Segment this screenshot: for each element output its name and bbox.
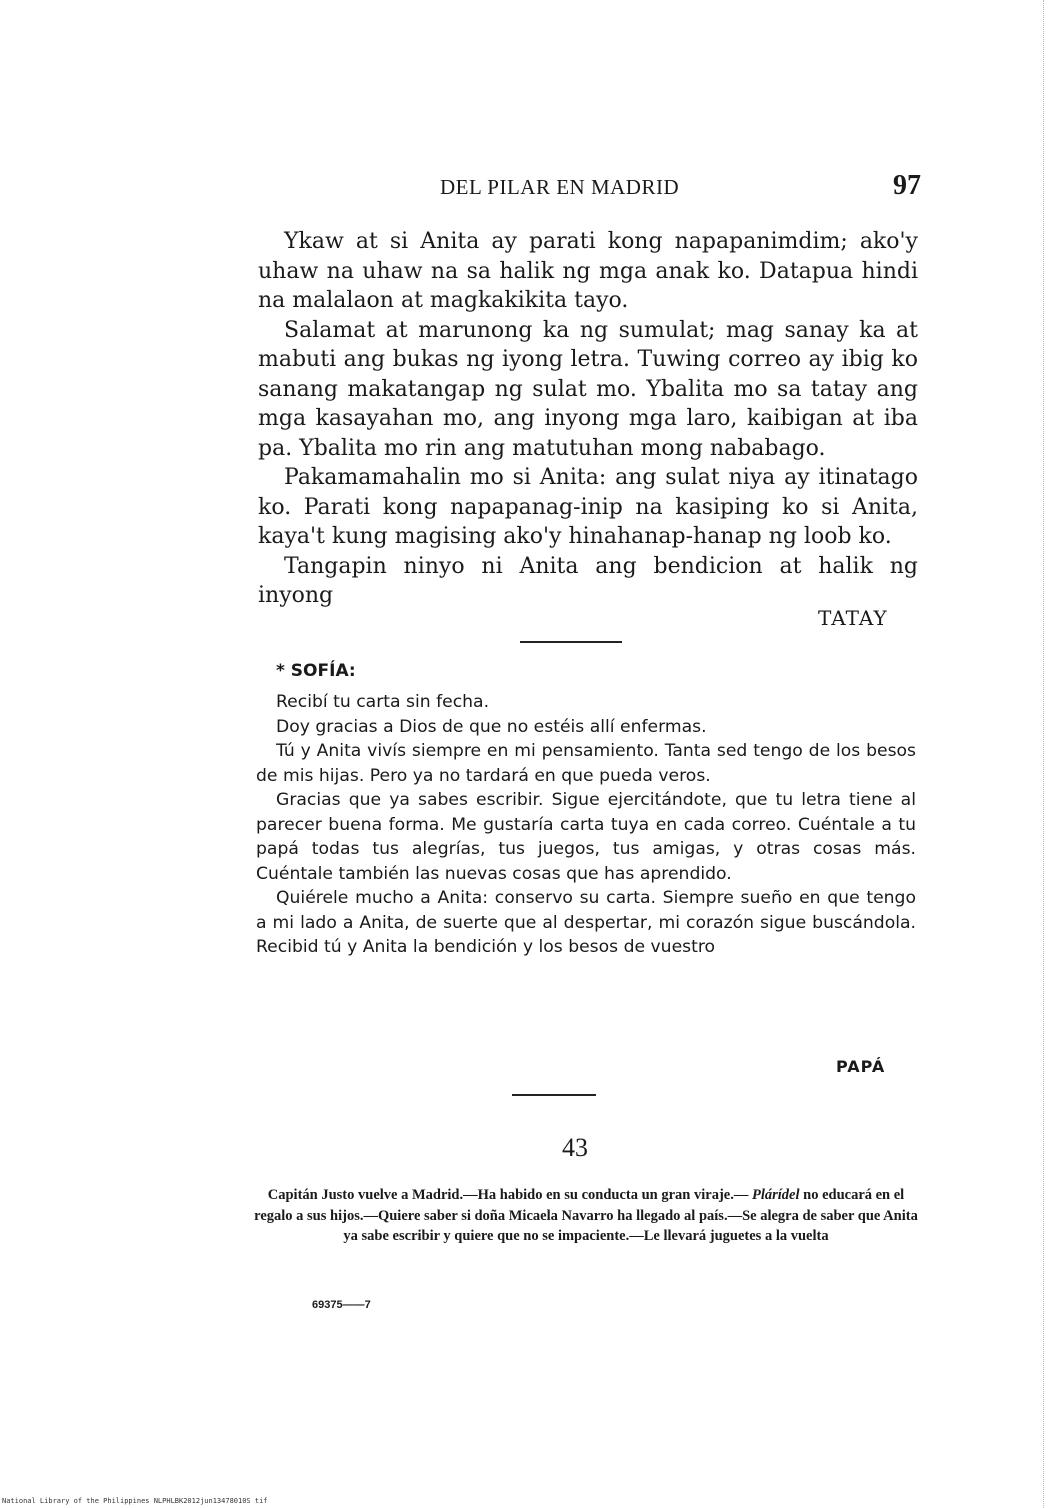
section-divider (520, 641, 622, 643)
tagalog-paragraph: Ykaw at si Anita ay parati kong napapanimdim; ako'y uhaw na uhaw na sa halik ng mga anak ko. Datapua hindi na malalaon at magkakikita tayo. (258, 229, 918, 313)
spanish-letter (256, 690, 916, 960)
tagalog-paragraph: Pakamamahalin mo si Anita: ang sulat niya ay itinatago ko. Parati kong napapanag-inip na kasiping ko si Anita, kaya't kung magising ako'y hinahanap-hanap ng loob ko. (258, 465, 918, 549)
running-title: DEL PILAR EN MADRID (440, 175, 680, 199)
summary-text: Capitán Justo vuelve a Madrid.—Ha habido en su conducta un gran viraje.— (267, 1187, 749, 1203)
tagalog-letter (258, 227, 918, 611)
tagalog-signature: TATAY (818, 606, 888, 630)
salutation: * SOFÍA: (276, 661, 356, 681)
spanish-paragraph: Doy gracias a Dios de que no estéis allí enfermas. (276, 716, 707, 737)
tagalog-paragraph: Tangapin ninyo ni Anita ang bendicion at halik ng inyong (258, 553, 918, 608)
summary-text: no educará en el regalo a sus hijos.—Quiere saber si doña Micaela Navarro ha llegado al país.—Se alegra de saber que Anita ya sabe escribir y quiere que no se impaciente.—Le llevará juguetes a la vuelta (254, 1187, 918, 1244)
footer-credit: National Library of the Philippines NLPHLBK2012jun13478010S tif (2, 1497, 268, 1505)
summary-italic-name: Plárídel (751, 1187, 800, 1203)
tagalog-paragraph: Salamat at marunong ka ng sumulat; mag sanay ka at mabuti ang bukas ng iyong letra. Tuwing correo ay ibig ko sanang makatangap ng sulat mo. Ybalita mo sa tatay ang mga kasayahan mo, ang inyong mga laro, kaibigan at iba pa. Ybalita mo rin ang matutuhan mong nababago. (258, 317, 918, 461)
spanish-paragraph: Gracias que ya sabes escribir. Sigue ejercitándote, que tu letra tiene al parecer buena forma. Me gustaría carta tuya en cada correo. Cuéntale a tu papá todas tus alegrías, tus juegos, tus amigas, y otras cosas más. Cuéntale también las nuevas cosas que has aprendido. (256, 790, 916, 884)
spanish-signature: PAPÁ (836, 1057, 886, 1076)
page-number: 97 (893, 170, 921, 201)
spanish-paragraph: Tú y Anita vivís siempre en mi pensamiento. Tanta sed tengo de los besos de mis hijas. Pero ya no tardará en que pueda veros. (256, 741, 916, 786)
section-divider (512, 1094, 596, 1096)
scan-edge-marks (1043, 0, 1047, 1508)
letter-summary (250, 1185, 922, 1247)
letter-number: 43 (562, 1133, 588, 1162)
spanish-paragraph: Recibí tu carta sin fecha. (276, 692, 490, 712)
spanish-paragraph: Quiérele mucho a Anita: conservo su carta. Siempre sueño en que tengo a mi lado a Anita, de suerte que al despertar, mi corazón sigue buscándola. Recibid tú y Anita la bendición y los besos de vuestro (256, 888, 916, 957)
signature-mark: 69375——7 (312, 1299, 371, 1311)
